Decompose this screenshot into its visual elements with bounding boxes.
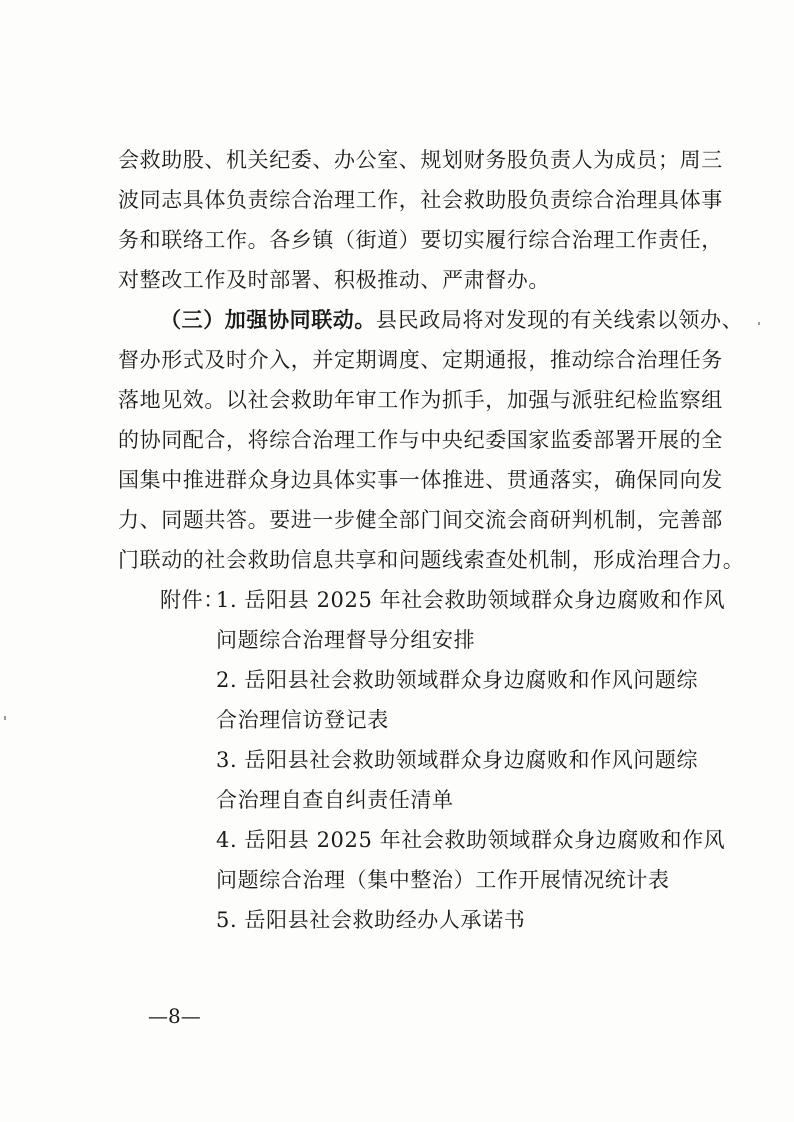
section-3-first-line [160,308,743,332]
paragraph-line: 对整改工作及时部署、积极推动、严肃督办。 [118,268,550,292]
attachment-item-line: 4. 岳阳县 2025 年社会救助领域群众身边腐败和作风 [216,828,726,852]
paragraph-line: 力、同题共答。要进一步健全部门间交流会商研判机制，完善部 [118,508,723,532]
attachment-item-line: 5. 岳阳县社会救助经办人承诺书 [216,908,526,932]
attachment-item-line: 问题综合治理督导分组安排 [216,628,476,652]
scan-mark [4,716,6,720]
attachment-item-line: 问题综合治理（集中整治）工作开展情况统计表 [216,868,670,892]
scan-mark [758,322,760,325]
section-3-first-line-text: 县民政局将对发现的有关线索以领办、 [376,308,744,332]
paragraph-line: 国集中推进群众身边具体实事一体推进、贯通落实，确保同向发 [118,468,723,492]
attachment-item-line: 2. 岳阳县社会救助领域群众身边腐败和作风问题综 [216,668,699,692]
attachment-item-line: 合治理自查自纠责任清单 [216,788,454,812]
paragraph-line: 的协同配合，将综合治理工作与中央纪委国家监委部署开展的全 [118,428,723,452]
attachment-item-line: 1. 岳阳县 2025 年社会救助领域群众身边腐败和作风 [216,588,726,612]
paragraph-line: 务和联络工作。各乡镇（街道）要切实履行综合治理工作责任， [118,228,723,252]
paragraph-line: 波同志具体负责综合治理工作，社会救助股负责综合治理具体事 [118,188,723,212]
attachments-label: 附件： [160,588,225,612]
paragraph-line: 督办形式及时介入，并定期调度、定期通报，推动综合治理任务 [118,348,723,372]
attachment-item-line: 3. 岳阳县社会救助领域群众身边腐败和作风问题综 [216,748,699,772]
page-number: —8— [148,1004,201,1028]
attachment-item-line: 合治理信访登记表 [216,708,389,732]
section-3-heading: （三）加强协同联动。 [160,307,376,332]
paragraph-line: 落地见效。以社会救助年审工作为抓手，加强与派驻纪检监察组 [118,388,723,412]
paragraph-line: 会救助股、机关纪委、办公室、规划财务股负责人为成员；周三 [118,148,723,172]
paragraph-line: 门联动的社会救助信息共享和问题线索查处机制，形成治理合力。 [118,548,745,572]
